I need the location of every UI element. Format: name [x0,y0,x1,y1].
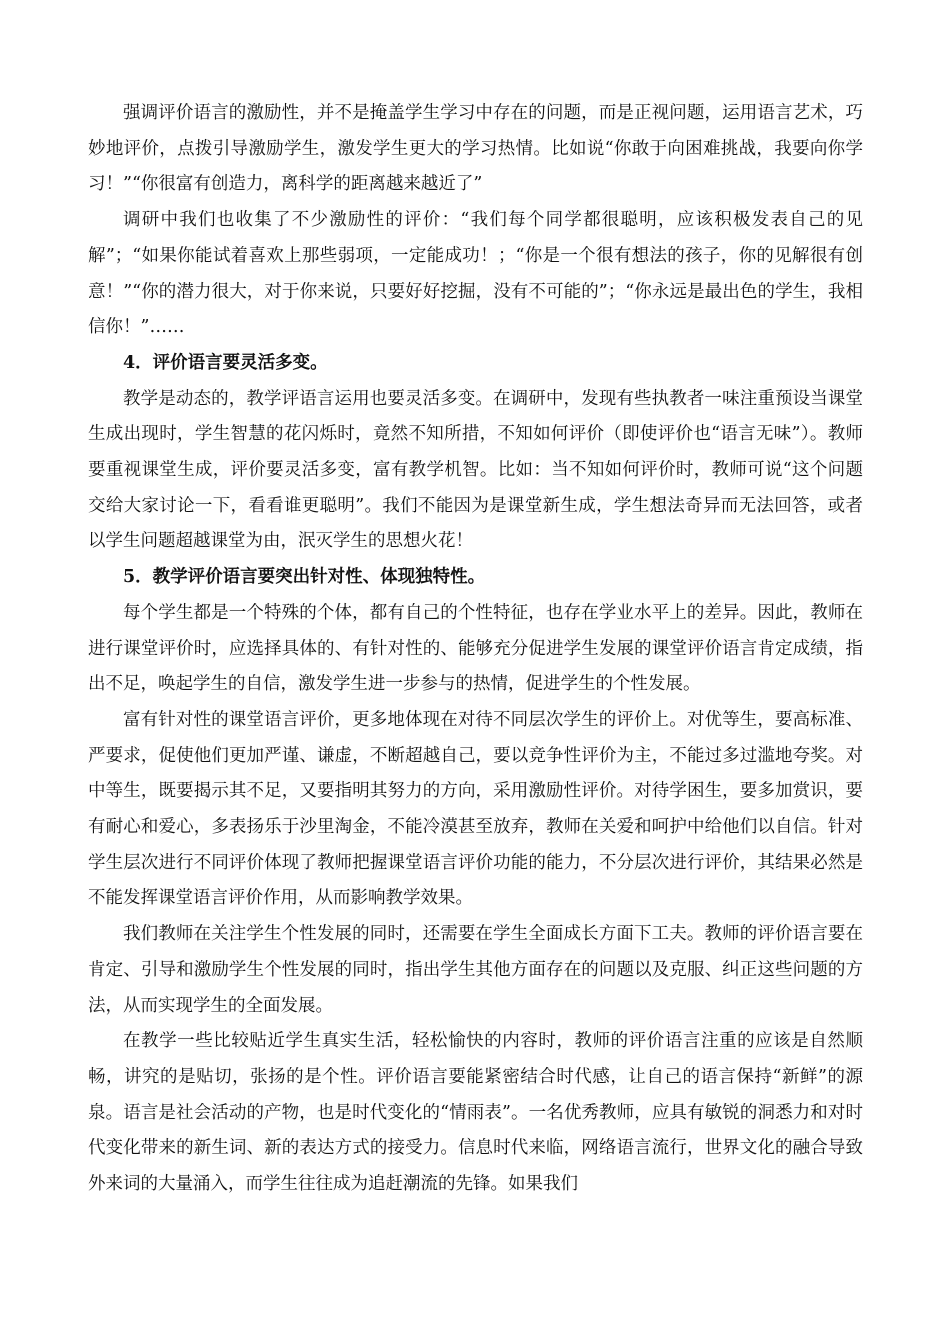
paragraph-dynamic-teaching: 教学是动态的，教学评语言运用也要灵活多变。在调研中，发现有些执教者一味注重预设当课堂生成出现时，学生智慧的花闪烁时，竟然不知所措，不知如何评价（即使评价也“语言无味”）。教师要重视课堂生成，评价要灵活多变，富有教学机智。比如：当不知如何评价时，教师可说“这个问题交给大家讨论一下，看看谁更聪明”。我们不能因为是课堂新生成，学生想法奇异而无法回答，或者以学生问题超越课堂为由，泯灭学生的思想火花！ [88,388,863,552]
section-heading-4: 4．评价语言要灵活多变。 [123,352,328,373]
paragraph-language-freshness: 在教学一些比较贴近学生真实生活，轻松愉快的内容时，教师的评价语言注重的应该是自然顺畅，讲究的是贴切，张扬的是个性。评价语言要能紧密结合时代感，让自己的语言保持“新鲜”的源泉。语言是社会活动的产物，也是时代变化的“情雨表”。一名优秀教师，应具有敏锐的洞悉力和对时代变化带来的新生词、新的表达方式的接受力。信息时代来临，网络语言流行，世界文化的融合导致外来词的大量涌入，而学生往往成为追赶潮流的先锋。如果我们 [88,1031,863,1195]
paragraph-encouragement: 强调评价语言的激励性，并不是掩盖学生学习中存在的问题，而是正视问题，运用语言艺术，巧妙地评价，点拨引导激励学生，激发学生更大的学习热情。比如说“你敢于向困难挑战，我要向你学习！”“你很富有创造力，离科学的距离越来越近了” [88,103,863,195]
document-page [88,96,863,1203]
paragraph-holistic-development: 我们教师在关注学生个性发展的同时，还需要在学生全面成长方面下工夫。教师的评价语言要在肯定、引导和激励学生个性发展的同时，指出学生其他方面存在的问题以及克服、纠正这些问题的方法，从而实现学生的全面发展。 [88,924,863,1016]
section-heading-5: 5．教学评价语言要突出针对性、体现独特性。 [123,567,486,588]
paragraph-individual-students: 每个学生都是一个特殊的个体，都有自己的个性特征，也存在学业水平上的差异。因此，教师在进行课堂评价时，应选择具体的、有针对性的、能够充分促进学生发展的课堂评价语言肯定成绩，指出不足，唤起学生的自信，激发学生进一步参与的热情，促进学生的个性发展。 [88,602,863,695]
paragraph-targeted-evaluation: 富有针对性的课堂语言评价，更多地体现在对待不同层次学生的评价上。对优等生，要高标准、严要求，促使他们更加严谨、谦虚，不断超越自己，要以竞争性评价为主，不能过多过滥地夸奖。对中等生，既要揭示其不足，又要指明其努力的方向，采用激励性评价。对待学困生，要多加赏识，要有耐心和爱心，多表扬乐于沙里淘金，不能冷漠甚至放弃，教师在关爱和呵护中给他们以自信。针对学生层次进行不同评价体现了教师把握课堂语言评价功能的能力，不分层次进行评价，其结果必然是不能发挥课堂语言评价作用，从而影响教学效果。 [88,709,863,909]
paragraph-collected-evaluations: 调研中我们也收集了不少激励性的评价：“我们每个同学都很聪明，应该积极发表自己的见解”；“如果你能试着喜欢上那些弱项，一定能成功！；“你是一个很有想法的孩子，你的见解很有创意！”“你的潜力很大，对于你来说，只要好好挖掘，没有不可能的”；“你永远是最出色的学生，我相信你！”…… [88,210,863,338]
